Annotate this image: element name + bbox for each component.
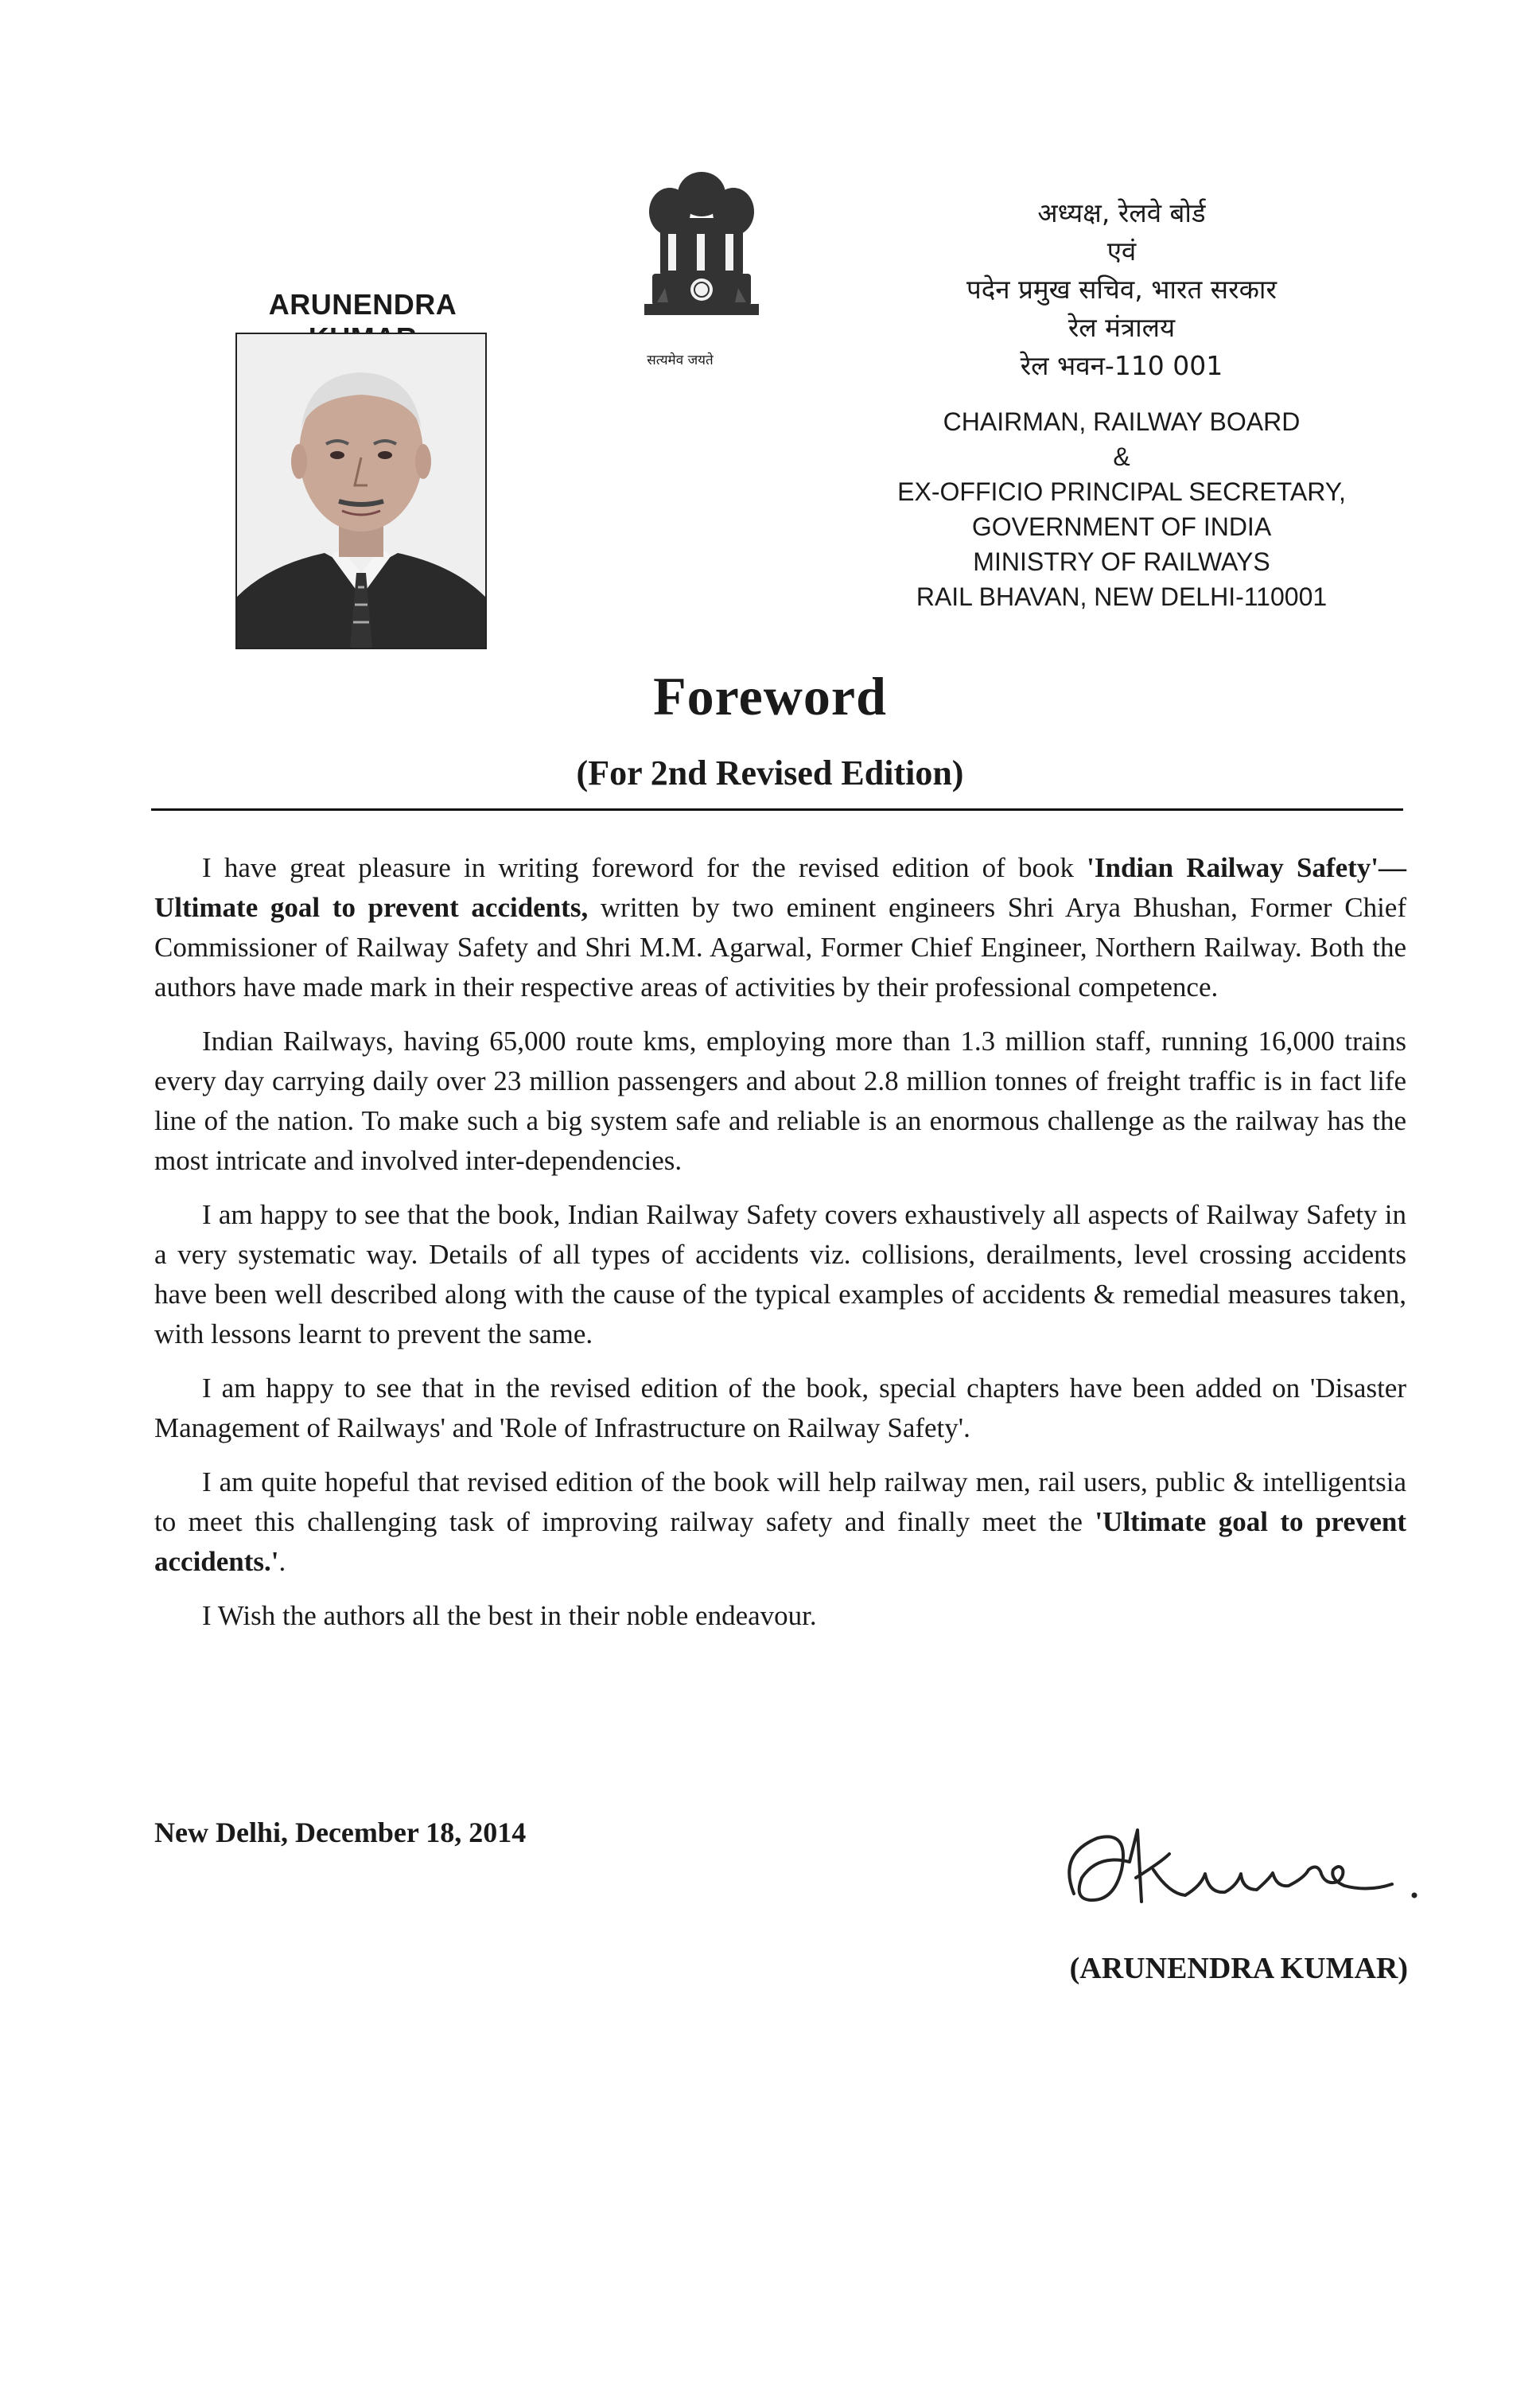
office-line: MINISTRY OF RAILWAYS — [973, 547, 1270, 576]
hindi-designation — [827, 194, 1416, 385]
hindi-line: अध्यक्ष, रेलवे बोर्ड — [1037, 197, 1206, 228]
paragraph-2: Indian Railways, having 65,000 route kms, employing more than 1.3 million staff, running 16,000 trains every day carrying daily over 23 million passengers and about 2.8 million tonnes of freight traffic is in fact life line of the nation. To make such a big system safe and reliable is an enormous challenge as the railway has the most intricate and involved inter-dependencies. — [154, 1026, 1406, 1176]
national-emblem-icon — [633, 162, 770, 339]
title-divider — [151, 808, 1403, 811]
office-line: RAIL BHAVAN, NEW DELHI-110001 — [916, 582, 1328, 611]
paragraph-5-end: . — [278, 1546, 286, 1577]
hindi-line: रेल भवन-110 001 — [1020, 350, 1223, 381]
english-designation — [827, 404, 1416, 614]
paragraph-1-lead: I have great pleasure in writing foreword for the revised edition of book — [202, 852, 1087, 883]
paragraph-1 — [154, 848, 1406, 1007]
portrait-illustration — [237, 334, 485, 648]
signatory-name: (ARUNENDRA KUMAR) — [1069, 1952, 1408, 1985]
hindi-line: रेल मंत्रालय — [1068, 312, 1176, 343]
page-subtitle: (For 2nd Revised Edition) — [576, 753, 964, 792]
paragraph-5 — [154, 1462, 1406, 1582]
goal-bold: 'Ultimate goal to prevent accidents.' — [154, 1506, 1407, 1577]
place-date: New Delhi, December 18, 2014 — [154, 1817, 527, 1848]
page-title: Foreword — [653, 666, 887, 726]
office-line: CHAIRMAN, RAILWAY BOARD — [943, 407, 1301, 436]
paragraph-4: I am happy to see that in the revised edition of the book, special chapters have been added on 'Disaster Management of Railways' and 'Role of Infrastructure on Railway Safety'. — [154, 1373, 1406, 1443]
handwritten-signature — [1042, 1806, 1432, 1926]
paragraph-1-rest: written by two eminent engineers Shri Arya Bhushan, Former Chief Commissioner of Railway Safety and Shri M.M. Agarwal, Former Chief Engineer, Northern Railway. Both the authors have made mark in their respective areas of activities by their professional competence. — [154, 892, 1406, 1003]
office-line: GOVERNMENT OF INDIA — [971, 512, 1272, 541]
emblem-motto: सत्यमेव जयते — [647, 352, 714, 368]
office-line: & — [1113, 442, 1130, 471]
paragraph-5-lead: I am quite hopeful that revised edition of the book will help railway men, rail users, public & intelligentsia to meet this challenging task of improving railway safety and finally meet the — [154, 1466, 1406, 1537]
person-name: ARUNENDRA — [268, 288, 457, 321]
book-title-bold: 'Indian Railway Safety'—Ultimate goal to prevent accidents, — [154, 852, 1407, 923]
foreword-body — [154, 848, 1406, 1650]
paragraph-6: I Wish the authors all the best in their noble endeavour. — [202, 1600, 817, 1631]
hindi-line: पदेन प्रमुख सचिव, भारत सरकार — [966, 274, 1277, 305]
portrait-photo — [235, 333, 487, 649]
hindi-line: एवं — [1106, 236, 1137, 267]
office-line: EX-OFFICIO PRINCIPAL SECRETARY, — [897, 477, 1346, 506]
paragraph-3: I am happy to see that the book, Indian Railway Safety covers exhaustively all aspects of Railway Safety in a very systematic way. Details of all types of accidents viz. collisions, derailments, level crossing accidents have been well described along with the cause of the typical examples of accidents & remedial measures taken, with lessons learnt to prevent the same. — [154, 1199, 1406, 1349]
